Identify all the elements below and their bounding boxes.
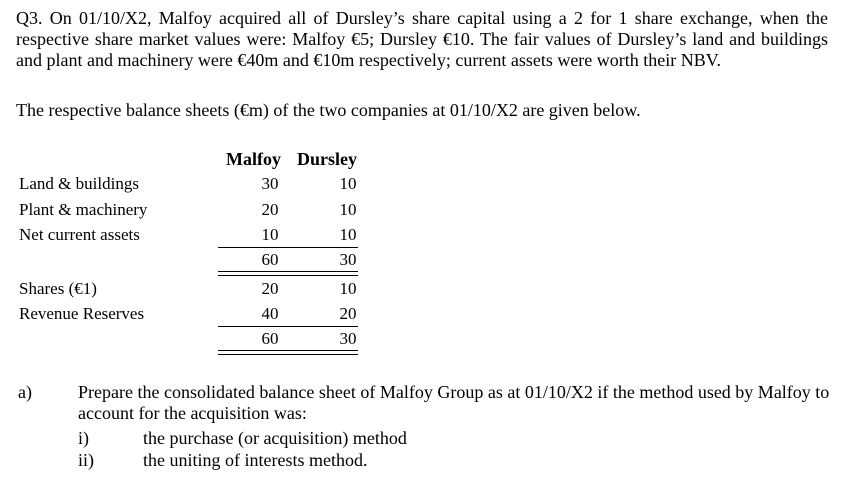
malfoy-value: 40 bbox=[261, 304, 279, 323]
dursley-total: 30 bbox=[339, 329, 357, 348]
malfoy-value: 30 bbox=[261, 174, 279, 193]
option-number: i) bbox=[78, 428, 89, 448]
dursley-value: 10 bbox=[339, 200, 357, 219]
option-text: the uniting of interests method. bbox=[143, 450, 368, 470]
row-label: Revenue Reserves bbox=[19, 304, 145, 323]
row-label: Plant & machinery bbox=[19, 200, 148, 219]
row-label: Land & buildings bbox=[19, 174, 139, 193]
dursley-value: 20 bbox=[339, 304, 357, 323]
subtotal-rule bbox=[218, 326, 358, 327]
question-intro: Q3. On 01/10/X2, Malfoy acquired all of Dursley’s share capital using a 2 for 1 share exchange, when the respective share market values were: Malfoy €5; Dursley €10. The fair values of Dursley’s land and buildings and plant and machinery were €40m and €10m respectively; current assets were worth their NBV. bbox=[16, 8, 828, 70]
malfoy-total: 60 bbox=[261, 329, 279, 348]
dursley-total: 30 bbox=[339, 250, 357, 269]
row-label: Net current assets bbox=[19, 225, 140, 244]
header-malfoy: Malfoy bbox=[226, 149, 281, 169]
option-number: ii) bbox=[78, 450, 94, 470]
header-dursley: Dursley bbox=[297, 149, 357, 169]
malfoy-total: 60 bbox=[261, 250, 279, 269]
malfoy-value: 20 bbox=[261, 279, 279, 298]
malfoy-value: 10 bbox=[261, 225, 279, 244]
dursley-value: 10 bbox=[339, 174, 357, 193]
total-double-rule-top bbox=[218, 350, 358, 351]
dursley-value: 10 bbox=[339, 225, 357, 244]
part-a-letter: a) bbox=[18, 382, 32, 402]
total-double-rule-bottom bbox=[218, 275, 358, 276]
dursley-value: 10 bbox=[339, 279, 357, 298]
malfoy-value: 20 bbox=[261, 200, 279, 219]
row-label: Shares (€1) bbox=[19, 279, 97, 298]
total-double-rule-top bbox=[218, 271, 358, 272]
total-double-rule-bottom bbox=[218, 354, 358, 355]
option-text: the purchase (or acquisition) method bbox=[143, 428, 407, 448]
part-a-text: Prepare the consolidated balance sheet of Malfoy Group as at 01/10/X2 if the method used by Malfoy to account for the acquisition was: bbox=[78, 382, 830, 423]
question-subintro: The respective balance sheets (€m) of the two companies at 01/10/X2 are given below. bbox=[16, 100, 641, 120]
subtotal-rule bbox=[218, 247, 358, 248]
